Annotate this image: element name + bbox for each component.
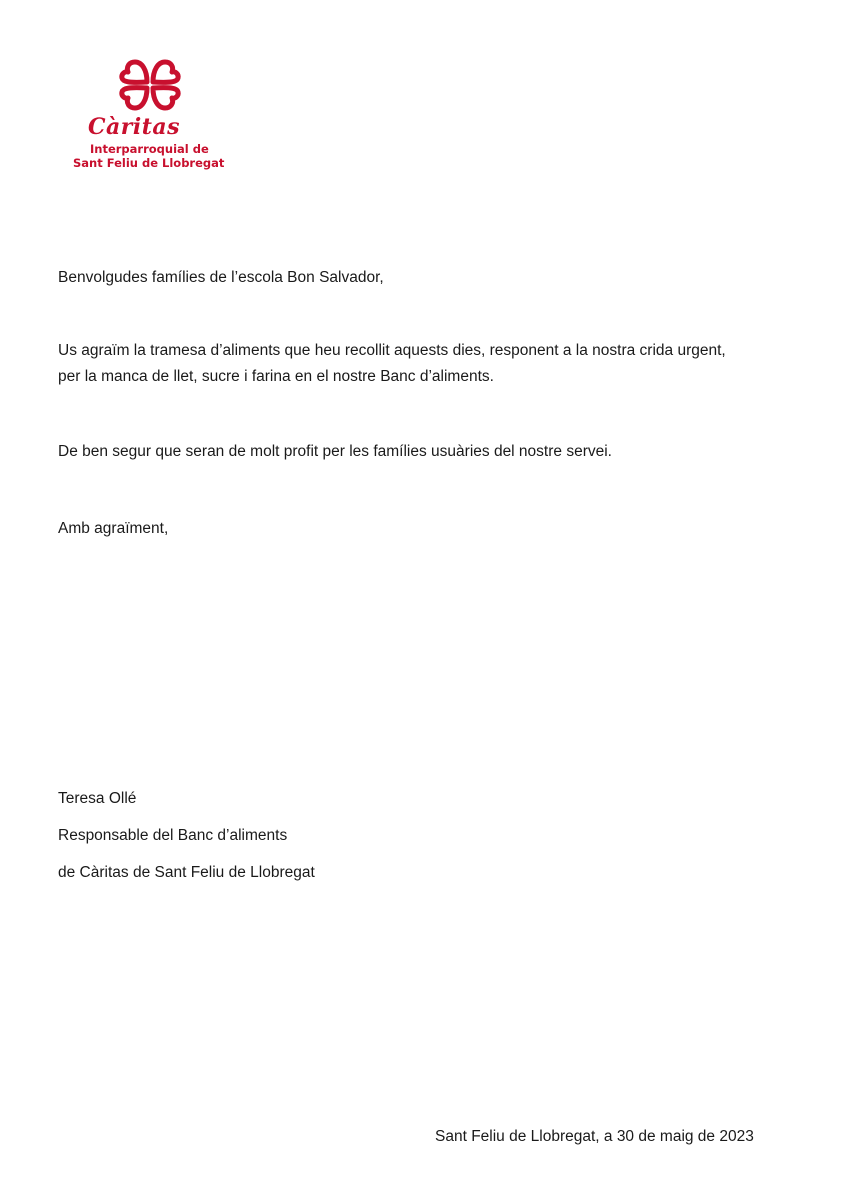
logo-subtitle-1: Interparroquial de [90, 142, 209, 156]
logo-name: Càritas [88, 114, 181, 140]
caritas-logo [70, 52, 240, 182]
logo-subtitle-2: Sant Feliu de Llobregat [73, 156, 225, 170]
paragraph-1-line-2: per la manca de llet, sucre i farina en el nostre Banc d’aliments. [58, 368, 494, 385]
caritas-hearts-cross-icon [118, 56, 182, 114]
signature-role: Responsable del Banc d’aliments [58, 827, 288, 844]
paragraph-1-line-1: Us agraïm la tramesa d’aliments que heu recollit aquests dies, responent a la nostra crida urgent, [58, 342, 726, 359]
paragraph-2: De ben segur que seran de molt profit per les famílies usuàries del nostre servei. [58, 443, 612, 460]
closing: Amb agraïment, [58, 520, 169, 537]
salutation: Benvolgudes famílies de l’escola Bon Salvador, [58, 269, 384, 286]
signature-name: Teresa Ollé [58, 790, 137, 807]
date-line: Sant Feliu de Llobregat, a 30 de maig de 2023 [435, 1128, 754, 1145]
signature-organization: de Càritas de Sant Feliu de Llobregat [58, 864, 315, 881]
